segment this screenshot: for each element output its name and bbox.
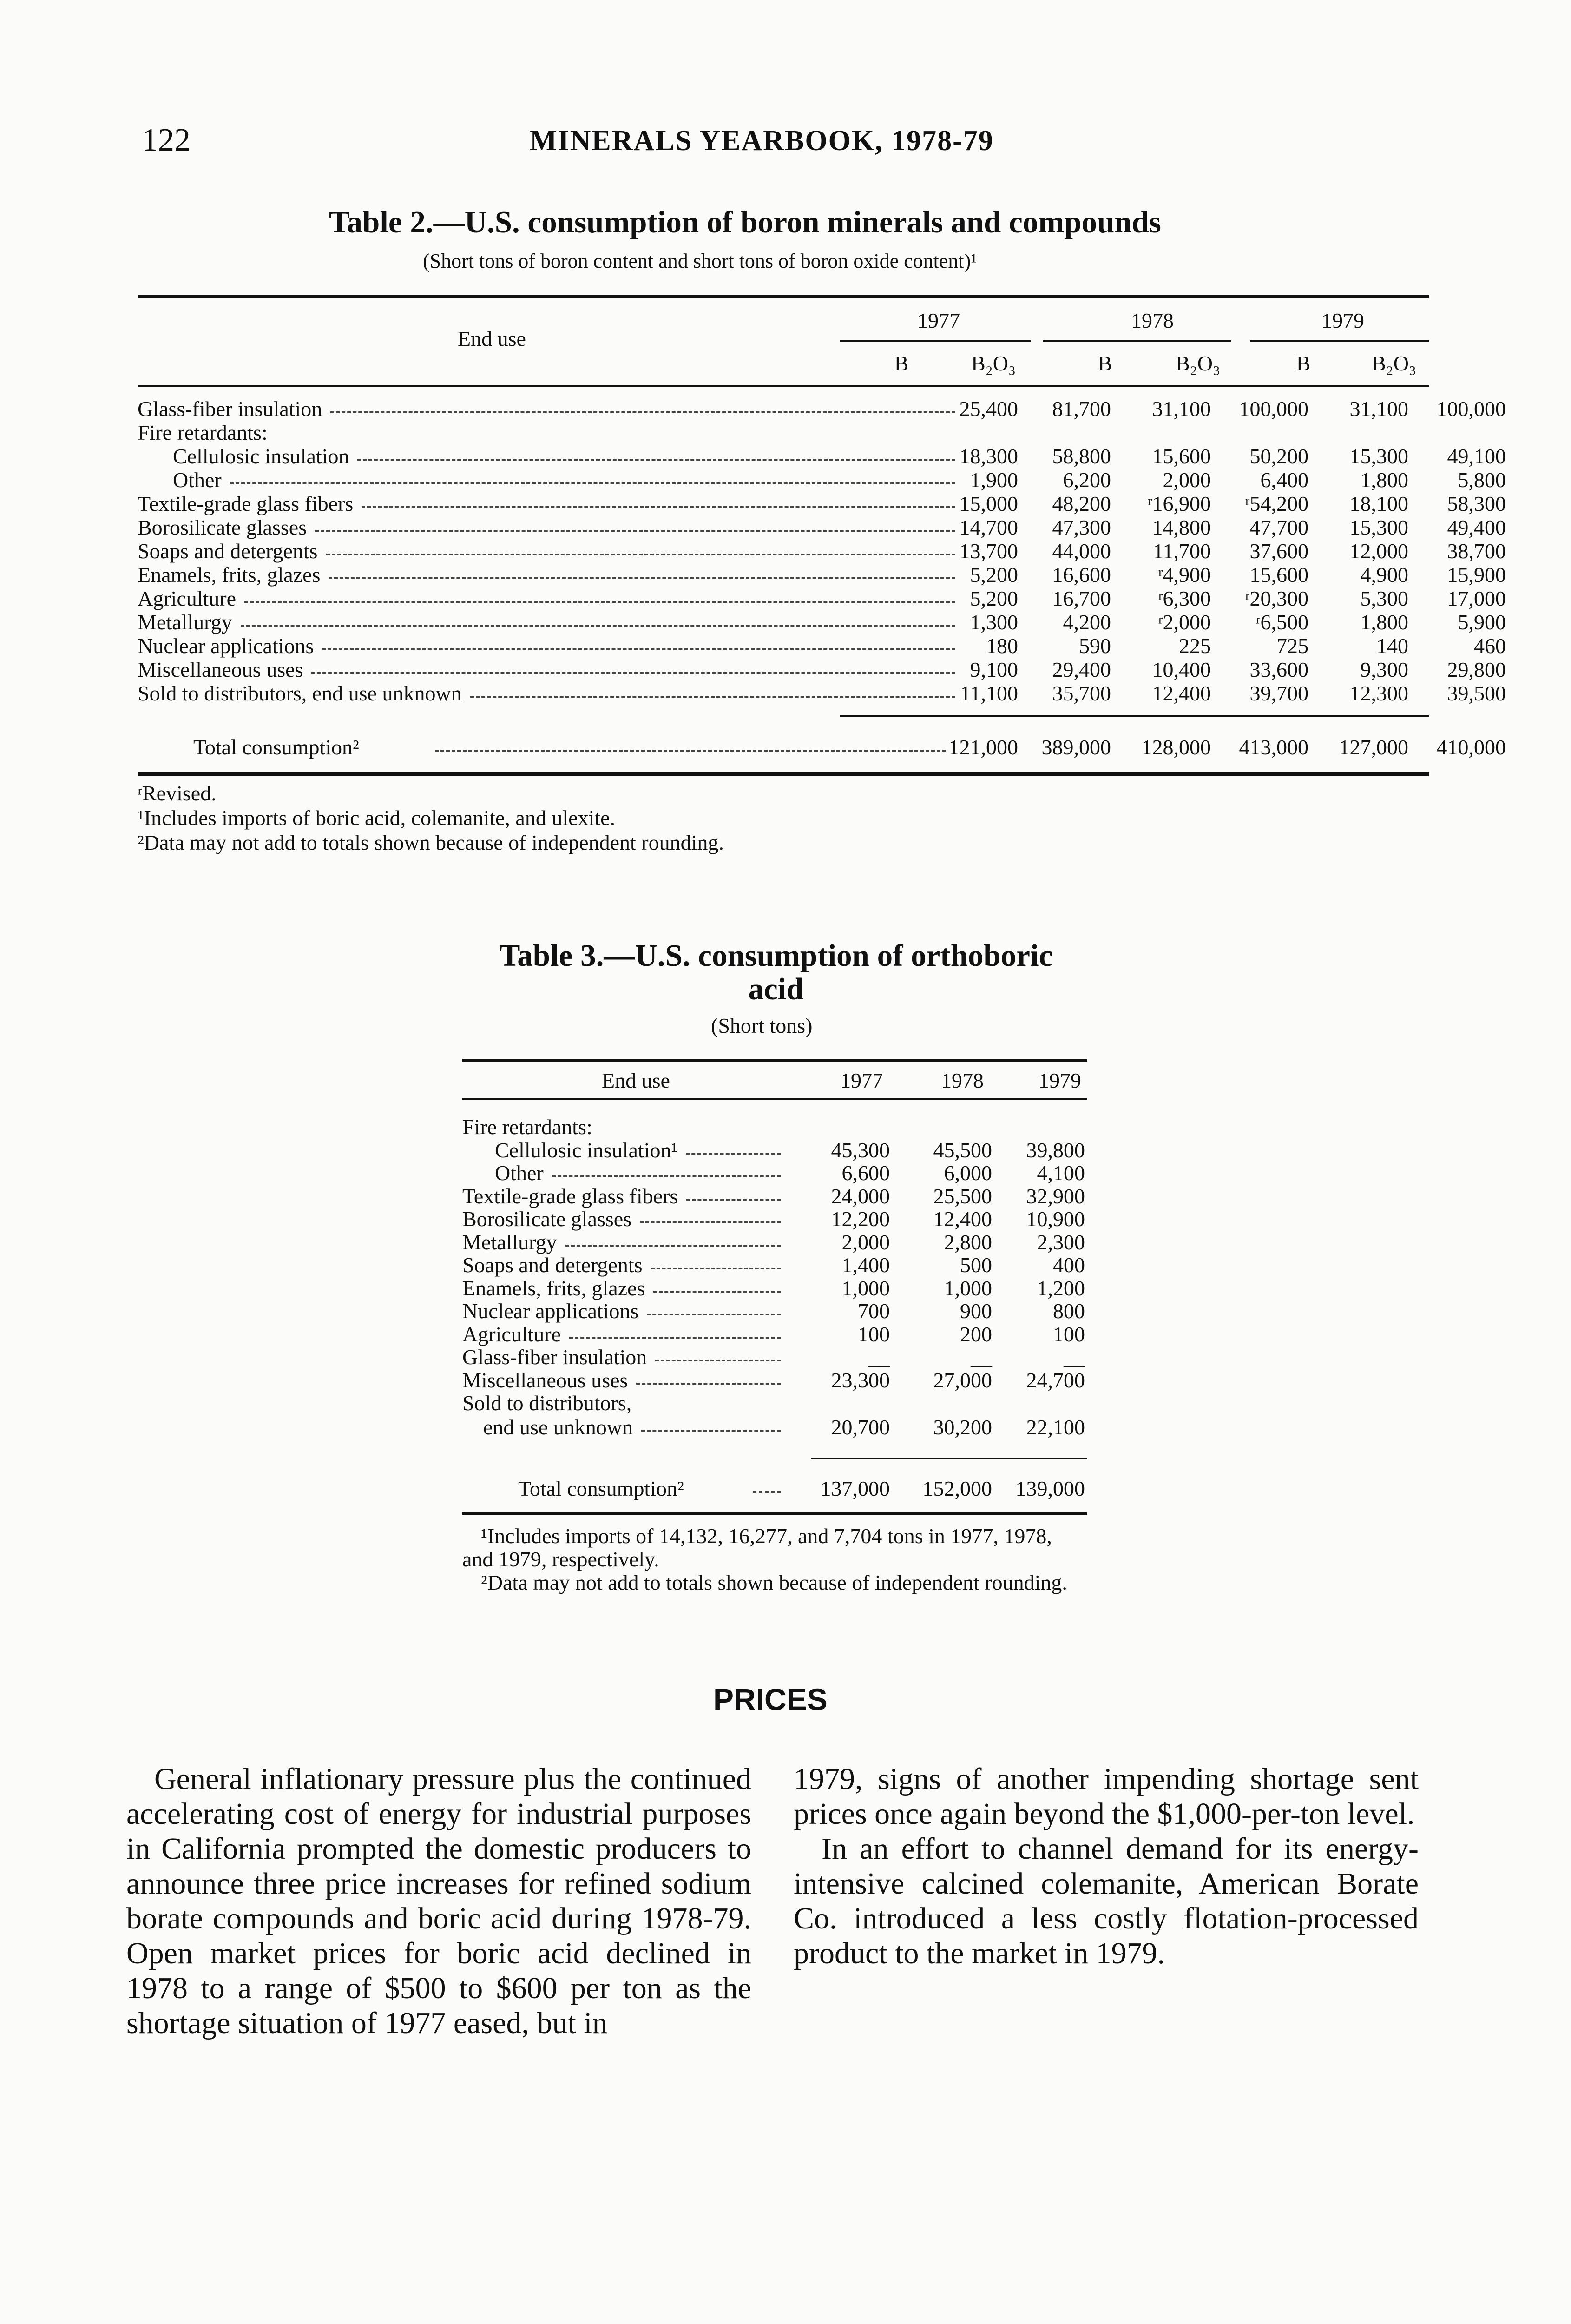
dot-leader — [330, 411, 955, 415]
table3-row — [462, 1300, 1087, 1323]
table3-row — [462, 1139, 1087, 1162]
table3-cell: 4,100 — [1037, 1161, 1085, 1185]
dot-leader — [686, 1199, 781, 1202]
dot-leader — [329, 577, 955, 581]
table3-row — [462, 1185, 1087, 1208]
table2-cell: 180 — [986, 634, 1018, 658]
table3-footnote: ¹Includes imports of 14,132, 16,277, and 7,704 tons in 1977, 1978, and 1979, respectively. — [462, 1524, 1052, 1571]
table2-row-label: Metallurgy — [138, 610, 232, 634]
table3-cell: 45,300 — [831, 1138, 890, 1162]
table3-cell: 1,400 — [841, 1253, 890, 1277]
table3-top-rule — [462, 1059, 1087, 1062]
dot-leader — [636, 1383, 781, 1386]
table3-cell: 39,800 — [1026, 1138, 1085, 1162]
table2-subheader: B — [1098, 351, 1112, 375]
table2-cell: ʳ4,900 — [1158, 563, 1211, 587]
table3-title — [400, 939, 1152, 1006]
table3-cell: 1,200 — [1037, 1276, 1085, 1300]
table2-cell: 225 — [1179, 634, 1211, 658]
table2-total-cell: 127,000 — [1339, 735, 1408, 759]
table3-cell: 2,000 — [841, 1230, 890, 1254]
dot-leader — [640, 1221, 781, 1225]
table2-cell: 590 — [1079, 634, 1111, 658]
dot-leader — [641, 1430, 781, 1433]
dot-leader — [753, 1491, 781, 1495]
dot-leader — [565, 1245, 781, 1248]
table2-year-rule — [1250, 340, 1429, 342]
table2-year-header: 1979 — [1321, 309, 1364, 332]
paragraph: In an effort to channel demand for its energy-intensive calcined colemanite, American Borate Co. introduced a less costly flotation-processed product to the market in 1979. — [794, 1832, 1419, 1970]
table2-cell: 5,300 — [1360, 587, 1408, 610]
table2-title: Table 2.—U.S. consumption of boron minerals and compounds — [329, 205, 1161, 239]
table3-cell: __ — [971, 1345, 992, 1369]
table3-row — [462, 1277, 1087, 1300]
table3-row-label: Textile-grade glass fibers — [462, 1184, 678, 1208]
table2-cell: 18,100 — [1349, 492, 1408, 515]
table3-row — [462, 1254, 1087, 1277]
table2-row — [138, 681, 1506, 705]
text-column-right — [794, 1762, 1419, 1971]
table3-cell: 700 — [858, 1299, 890, 1323]
table2-total-cell: 410,000 — [1436, 735, 1506, 759]
table2-total-label: Total consumption² — [193, 735, 359, 759]
table2-cell: 39,500 — [1447, 681, 1506, 705]
table2-year-header: 1977 — [917, 309, 960, 332]
table3-row-label: Miscellaneous uses — [462, 1368, 628, 1392]
table2-cell: ʳ2,000 — [1158, 610, 1211, 634]
table2-row-label: Enamels, frits, glazes — [138, 563, 321, 587]
table2-cell: 44,000 — [1052, 539, 1111, 563]
table3-header-rule — [462, 1098, 1087, 1100]
table2-cell: 1,900 — [970, 468, 1018, 492]
table3-year-header: 1978 — [941, 1069, 984, 1092]
table2-cell: ʳ6,300 — [1158, 587, 1211, 610]
table3-cell: 25,500 — [933, 1184, 992, 1208]
table2-row — [138, 610, 1506, 634]
table3-footnote: ²Data may not add to totals shown because of independent rounding. — [481, 1571, 1067, 1594]
table3-cell: 6,600 — [841, 1161, 890, 1185]
table2-cell: 31,100 — [1152, 397, 1211, 421]
table2-row-label: Glass-fiber insulation — [138, 397, 322, 421]
table2-row-label: Miscellaneous uses — [138, 658, 303, 681]
table2-cell: ʳ20,300 — [1245, 587, 1308, 610]
table2-cell: 13,700 — [959, 539, 1018, 563]
table3-row — [462, 1392, 1087, 1415]
table3-cell: 1,000 — [944, 1276, 992, 1300]
table2-cell: 58,800 — [1052, 444, 1111, 468]
table2-cell: 81,700 — [1052, 397, 1111, 421]
table2-row-label: Fire retardants: — [138, 421, 268, 444]
table2-cell: 12,300 — [1349, 681, 1408, 705]
table2-bottom-rule — [138, 772, 1429, 776]
table2-cell: 33,600 — [1249, 658, 1308, 681]
table3-cell: 100 — [1053, 1322, 1085, 1346]
table2-cell: 2,000 — [1163, 468, 1211, 492]
table3-row — [462, 1416, 1087, 1439]
table2-cell: 16,700 — [1052, 587, 1111, 610]
table2-row — [138, 587, 1506, 610]
table2-cell: 5,200 — [970, 563, 1018, 587]
table3-cell: 2,300 — [1037, 1230, 1085, 1254]
table2-cell: 5,200 — [970, 587, 1018, 610]
table3-cell: 30,200 — [933, 1415, 992, 1439]
table3-cell: 12,400 — [933, 1207, 992, 1231]
table3-total-label: Total consumption² — [518, 1477, 684, 1500]
table3-row-label: Agriculture — [462, 1322, 561, 1346]
table2-cell: 50,200 — [1249, 444, 1308, 468]
table2-total-cell: 389,000 — [1041, 735, 1111, 759]
table2-cell: 37,600 — [1249, 539, 1308, 563]
table2-cell: 58,300 — [1447, 492, 1506, 515]
dot-leader — [326, 554, 955, 557]
table2-cell: 140 — [1376, 634, 1408, 658]
table3-cell: 900 — [960, 1299, 992, 1323]
table3-row-label: Other — [495, 1161, 544, 1185]
table3-row-label: Fire retardants: — [462, 1115, 592, 1139]
table3-cell: 12,200 — [831, 1207, 890, 1231]
table2-cell: 100,000 — [1436, 397, 1506, 421]
table2-cell: 6,400 — [1260, 468, 1308, 492]
table2-cell: 1,800 — [1360, 468, 1408, 492]
dot-leader — [686, 1153, 781, 1156]
table2-header-rule — [138, 385, 1429, 387]
table3-year-header: 1979 — [1039, 1069, 1081, 1092]
table2-row — [138, 492, 1506, 515]
dot-leader — [569, 1337, 781, 1340]
table2-subheader: B₂O₃ — [1372, 351, 1416, 375]
table2-cell: 49,100 — [1447, 444, 1506, 468]
table2-cell: 47,700 — [1249, 515, 1308, 539]
table3-row — [462, 1116, 1087, 1139]
table3-cell: 200 — [960, 1322, 992, 1346]
table2-cell: 16,600 — [1052, 563, 1111, 587]
table2-row-label: Borosilicate glasses — [138, 515, 307, 539]
table3-end-use-header: End use — [602, 1069, 670, 1092]
table2-row-label: Sold to distributors, end use unknown — [138, 681, 462, 705]
table2-cell: 4,200 — [1063, 610, 1111, 634]
table3-cell: 23,300 — [831, 1368, 890, 1392]
table2-subheader: B — [894, 351, 909, 375]
paragraph: General inflationary pressure plus the continued accelerating cost of energy for industrial purposes in California prompted the domestic producers to announce three price increases for refined sodium borate compounds and boric acid during 1978-79. Open market prices for boric acid declined in 1978 to a range of $500 to $600 per ton as the shortage situation of 1977 eased, but in — [126, 1762, 751, 2040]
dot-leader — [244, 601, 955, 605]
table2-row-label: Cellulosic insulation — [173, 444, 349, 468]
table3-title-line: Table 3.—U.S. consumption of orthoboric — [499, 938, 1053, 973]
paragraph: 1979, signs of another impending shortage sent prices once again beyond the $1,000-per-ton level. — [794, 1762, 1419, 1831]
table2-cell: 15,300 — [1349, 444, 1408, 468]
dot-leader — [357, 459, 955, 462]
table2-cell: 5,900 — [1458, 610, 1506, 634]
table2-subheader: B — [1296, 351, 1311, 375]
table2-row-label: Agriculture — [138, 587, 237, 610]
table3-cell: 100 — [858, 1322, 890, 1346]
table2-top-rule — [138, 295, 1429, 298]
table2-cell: 49,400 — [1447, 515, 1506, 539]
dot-leader — [435, 750, 946, 753]
table2-cell: ʳ16,900 — [1147, 492, 1211, 515]
table3-total-cell: 152,000 — [922, 1477, 992, 1500]
table3-subtitle: (Short tons) — [711, 1014, 813, 1037]
table3-cell: 24,000 — [831, 1184, 890, 1208]
table3-row — [462, 1346, 1087, 1369]
table2-row-label: Soaps and detergents — [138, 539, 318, 563]
table2-cell: 9,100 — [970, 658, 1018, 681]
table3-row — [462, 1323, 1087, 1346]
table3-year-header: 1977 — [840, 1069, 883, 1092]
table3-cell: 27,000 — [933, 1368, 992, 1392]
table2-cell: 100,000 — [1239, 397, 1308, 421]
table2-row — [138, 563, 1506, 587]
table2-cell: 29,800 — [1447, 658, 1506, 681]
table2-cell: 4,900 — [1360, 563, 1408, 587]
table2-cell: 5,800 — [1458, 468, 1506, 492]
page-number: 122 — [142, 122, 191, 158]
table2-total-cell: 128,000 — [1141, 735, 1211, 759]
table3-row-label: Glass-fiber insulation — [462, 1345, 647, 1369]
table3-total-row — [462, 1477, 1087, 1500]
table2-subheader: B₂O₃ — [1176, 351, 1220, 375]
table2-year-header: 1978 — [1131, 309, 1174, 332]
table2-cell: 15,900 — [1447, 563, 1506, 587]
table3-row — [462, 1231, 1087, 1254]
table3-row-label: end use unknown — [483, 1415, 633, 1439]
table2-cell: 14,800 — [1152, 515, 1211, 539]
table2-cell: 17,000 — [1447, 587, 1506, 610]
table2-cell: 15,300 — [1349, 515, 1408, 539]
table2-cell: 12,400 — [1152, 681, 1211, 705]
table2-footnote: ¹Includes imports of boric acid, colemanite, and ulexite. — [138, 806, 616, 830]
table3-row-label: Sold to distributors, — [462, 1391, 632, 1415]
dot-leader — [241, 625, 955, 628]
table2-cell: 38,700 — [1447, 539, 1506, 563]
table2-footnote: ²Data may not add to totals shown because of independent rounding. — [138, 831, 724, 854]
table2-row — [138, 634, 1506, 658]
table2-cell: 725 — [1276, 634, 1308, 658]
table3-cell: __ — [1064, 1345, 1085, 1369]
table2-row — [138, 468, 1506, 492]
table3-cell: 2,800 — [944, 1230, 992, 1254]
section-heading: PRICES — [713, 1682, 828, 1717]
table2-cell: 29,400 — [1052, 658, 1111, 681]
table2-total-cell: 121,000 — [948, 735, 1018, 759]
table2-cell: ʳ54,200 — [1245, 492, 1308, 515]
table2-row-label: Textile-grade glass fibers — [138, 492, 354, 515]
dot-leader — [655, 1360, 781, 1363]
table3-row-label: Enamels, frits, glazes — [462, 1276, 645, 1300]
dot-leader — [230, 482, 955, 486]
table2-cell: 10,400 — [1152, 658, 1211, 681]
table2-row — [138, 444, 1506, 468]
table2-year-rule — [1043, 340, 1231, 342]
table2-sum-rule — [840, 715, 1429, 717]
table3-cell: 800 — [1053, 1299, 1085, 1323]
table3-row-label: Borosilicate glasses — [462, 1207, 632, 1231]
table2-cell: 48,200 — [1052, 492, 1111, 515]
dot-leader — [470, 696, 955, 700]
table3-total-cell: 137,000 — [820, 1477, 890, 1500]
table2-cell: 18,300 — [959, 444, 1018, 468]
table2-cell: 15,000 — [959, 492, 1018, 515]
table3-bottom-rule — [462, 1512, 1087, 1515]
table2-cell: 31,100 — [1349, 397, 1408, 421]
table2-row-label: Other — [173, 468, 222, 492]
table2-total-row — [138, 735, 1506, 759]
dot-leader — [647, 1314, 781, 1317]
table2-cell: ʳ6,500 — [1255, 610, 1308, 634]
table2-row — [138, 421, 1429, 444]
table2-cell: 460 — [1474, 634, 1506, 658]
table3-row — [462, 1369, 1087, 1392]
table2-row — [138, 515, 1506, 539]
dot-leader — [315, 530, 955, 534]
table3-cell: 45,500 — [933, 1138, 992, 1162]
dot-leader — [651, 1268, 781, 1271]
table3-sum-rule — [811, 1458, 1087, 1459]
table2-footnote: ʳRevised. — [138, 781, 217, 805]
table3-cell: 10,900 — [1026, 1207, 1085, 1231]
table3-row-label: Metallurgy — [462, 1230, 557, 1254]
table2-cell: 15,600 — [1152, 444, 1211, 468]
table2-cell: 47,300 — [1052, 515, 1111, 539]
table2-total-cell: 413,000 — [1239, 735, 1308, 759]
table2-cell: 1,300 — [970, 610, 1018, 634]
table2-cell: 14,700 — [959, 515, 1018, 539]
table2-cell: 11,100 — [960, 681, 1018, 705]
table3-row-label: Nuclear applications — [462, 1299, 639, 1323]
table2-row — [138, 658, 1506, 681]
table2-cell: 39,700 — [1249, 681, 1308, 705]
table3-cell: 1,000 — [841, 1276, 890, 1300]
dot-leader — [311, 672, 955, 676]
table2-cell: 6,200 — [1063, 468, 1111, 492]
table2-cell: 35,700 — [1052, 681, 1111, 705]
table2-year-rule — [840, 340, 1031, 342]
dot-leader — [653, 1291, 781, 1294]
table3-cell: 400 — [1053, 1253, 1085, 1277]
table2-cell: 25,400 — [959, 397, 1018, 421]
table2-subheader: B₂O₃ — [971, 351, 1016, 375]
table3-cell: __ — [868, 1345, 890, 1369]
table2-row-label: Nuclear applications — [138, 634, 314, 658]
table3-title-line: acid — [748, 972, 804, 1006]
table2-cell: 1,800 — [1360, 610, 1408, 634]
table2-cell: 12,000 — [1349, 539, 1408, 563]
table3-cell: 20,700 — [831, 1415, 890, 1439]
table3-cell: 32,900 — [1026, 1184, 1085, 1208]
table3-total-cell: 139,000 — [1015, 1477, 1085, 1500]
dot-leader — [552, 1175, 781, 1179]
table3-row-label: Cellulosic insulation¹ — [495, 1138, 678, 1162]
dot-leader — [362, 506, 955, 510]
running-title: MINERALS YEARBOOK, 1978-79 — [530, 125, 994, 157]
table2-row — [138, 539, 1506, 563]
table3-cell: 6,000 — [944, 1161, 992, 1185]
table2-row — [138, 397, 1506, 421]
table3-row — [462, 1208, 1087, 1231]
table3-row-label: Soaps and detergents — [462, 1253, 643, 1277]
table2-end-use-header: End use — [458, 327, 526, 350]
table3-cell: 24,700 — [1026, 1368, 1085, 1392]
table3-cell: 500 — [960, 1253, 992, 1277]
dot-leader — [322, 648, 955, 652]
table2-subtitle: (Short tons of boron content and short tons of boron oxide content)¹ — [423, 250, 977, 272]
table2-cell: 15,600 — [1249, 563, 1308, 587]
table2-cell: 11,700 — [1153, 539, 1211, 563]
text-column-left — [126, 1762, 751, 2040]
table3-cell: 22,100 — [1026, 1415, 1085, 1439]
table3-row — [462, 1162, 1087, 1185]
table2-cell: 9,300 — [1360, 658, 1408, 681]
